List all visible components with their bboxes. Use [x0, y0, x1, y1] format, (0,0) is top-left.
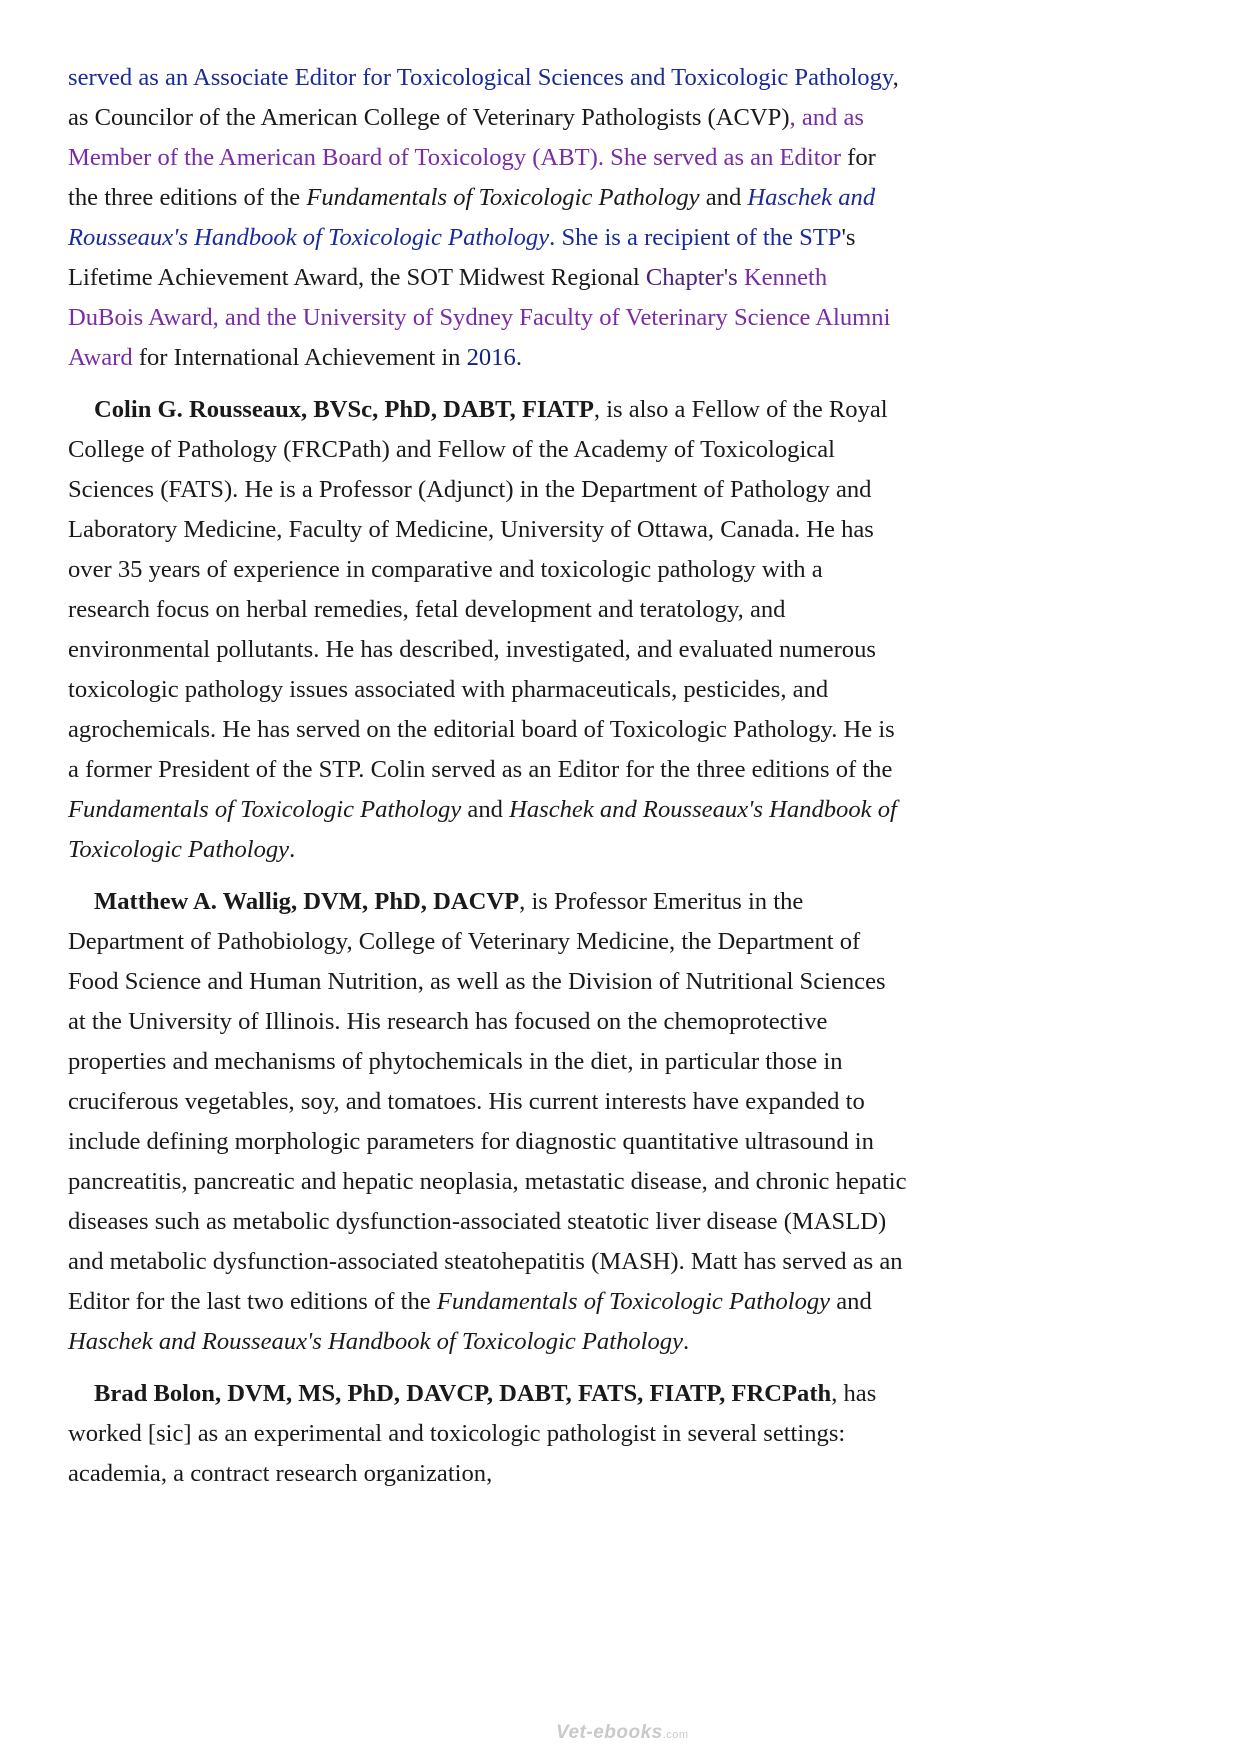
book-title: Fundamentals of Toxicologic Pathology — [68, 796, 462, 823]
text-run: for the three editions of the — [68, 144, 876, 211]
bio-bolon — [68, 1374, 908, 1494]
book-title: Haschek and Rousseaux's Handbook of Toxicologic Pathology — [68, 184, 876, 251]
text-run: 2016. — [466, 344, 522, 371]
text-run: served as an Associate Editor for Toxicological Sciences and Toxicologic Pathology — [68, 64, 893, 91]
bio-text: and — [461, 796, 510, 823]
bio-text: , has worked [sic] as an experimental and toxicologic pathologist in several settings: academia, a contract research organization, — [68, 1380, 877, 1487]
book-title: Fundamentals of Toxicologic Pathology — [436, 1288, 831, 1315]
paragraph-continuation — [68, 58, 908, 378]
bio-wallig — [68, 882, 908, 1362]
watermark-logo — [556, 1722, 689, 1744]
author-name: Colin G. Rousseaux, BVSc, PhD, DABT, FIATP — [94, 396, 594, 423]
bio-text: . — [289, 836, 296, 863]
bio-text: , is also a Fellow of the Royal College of Pathology (FRCPath) and Fellow of the Academy of Toxicological Sciences (FATS). He is a Professor (Adjunct) in the Department of Pathology and Laboratory Medicine, Faculty of Medicine, University of Ottawa, Canada. He has over 35 years of experience in comparative and toxicologic pathology with a research focus on herbal remedies, fetal development and teratology, and environmental pollutants. He has described, investigated, and evaluated numerous toxicologic pathology issues associated with pharmaceuticals, pesticides, and agrochemicals. He has served on the editorial board of Toxicologic Pathology. He is a former President of the STP. Colin served as an Editor for the three editions of the — [68, 396, 895, 783]
page-body — [68, 58, 908, 1494]
text-run: , and as Member of the American Board of Toxicology (ABT). She served as an Editor — [68, 104, 864, 171]
bio-text: . — [683, 1328, 690, 1355]
author-name: Matthew A. Wallig, DVM, PhD, DACVP — [94, 888, 520, 915]
text-run: 's Lifetime Achievement Award, the SOT Midwest Regional — [68, 224, 856, 291]
text-run: , as Councilor of the American College of Veterinary Pathologists (ACVP) — [68, 64, 899, 131]
bio-text: , is Professor Emeritus in the Department of Pathobiology, College of Veterinary Medicine, the Department of Food Science and Human Nutrition, as well as the Division of Nutritional Sciences at the University of Illinois. His research has focused on the chemoprotective properties and mechanisms of phytochemicals in the diet, in particular those in cruciferous vegetables, soy, and tomatoes. His current interests have expanded to include defining morphologic parameters for diagnostic quantitative ultrasound in pancreatitis, pancreatic and hepatic neoplasia, metastatic disease, and chronic hepatic diseases such as metabolic dysfunction-associated steatotic liver disease (MASLD) and metabolic dysfunction-associated steatohepatitis (MASH). Matt has served as an Editor for the last two editions of the — [68, 888, 907, 1315]
text-run: . She is a recipient of the STP — [549, 224, 842, 251]
text-run: Chapter's — [645, 264, 744, 291]
book-title: Haschek and Rousseaux's Handbook of Toxicologic Pathology — [68, 1328, 683, 1355]
author-name: Brad Bolon, DVM, MS, PhD, DAVCP, DABT, FATS, FIATP, FRCPath — [94, 1380, 832, 1407]
bio-text: and — [830, 1288, 872, 1315]
text-run: and — [699, 184, 748, 211]
bio-rousseaux — [68, 390, 908, 870]
watermark-suffix: .com — [662, 1729, 689, 1741]
book-title: Fundamentals of Toxicologic Pathology — [306, 184, 700, 211]
watermark-text: Vet-ebooks — [556, 1722, 663, 1743]
text-run: for International Achievement in — [132, 344, 467, 371]
text-run: Kenneth DuBois Award, and the University of Sydney Faculty of Veterinary Science Alumni Award — [68, 264, 891, 371]
book-title: Haschek and Rousseaux's Handbook of Toxicologic Pathology — [68, 796, 897, 863]
